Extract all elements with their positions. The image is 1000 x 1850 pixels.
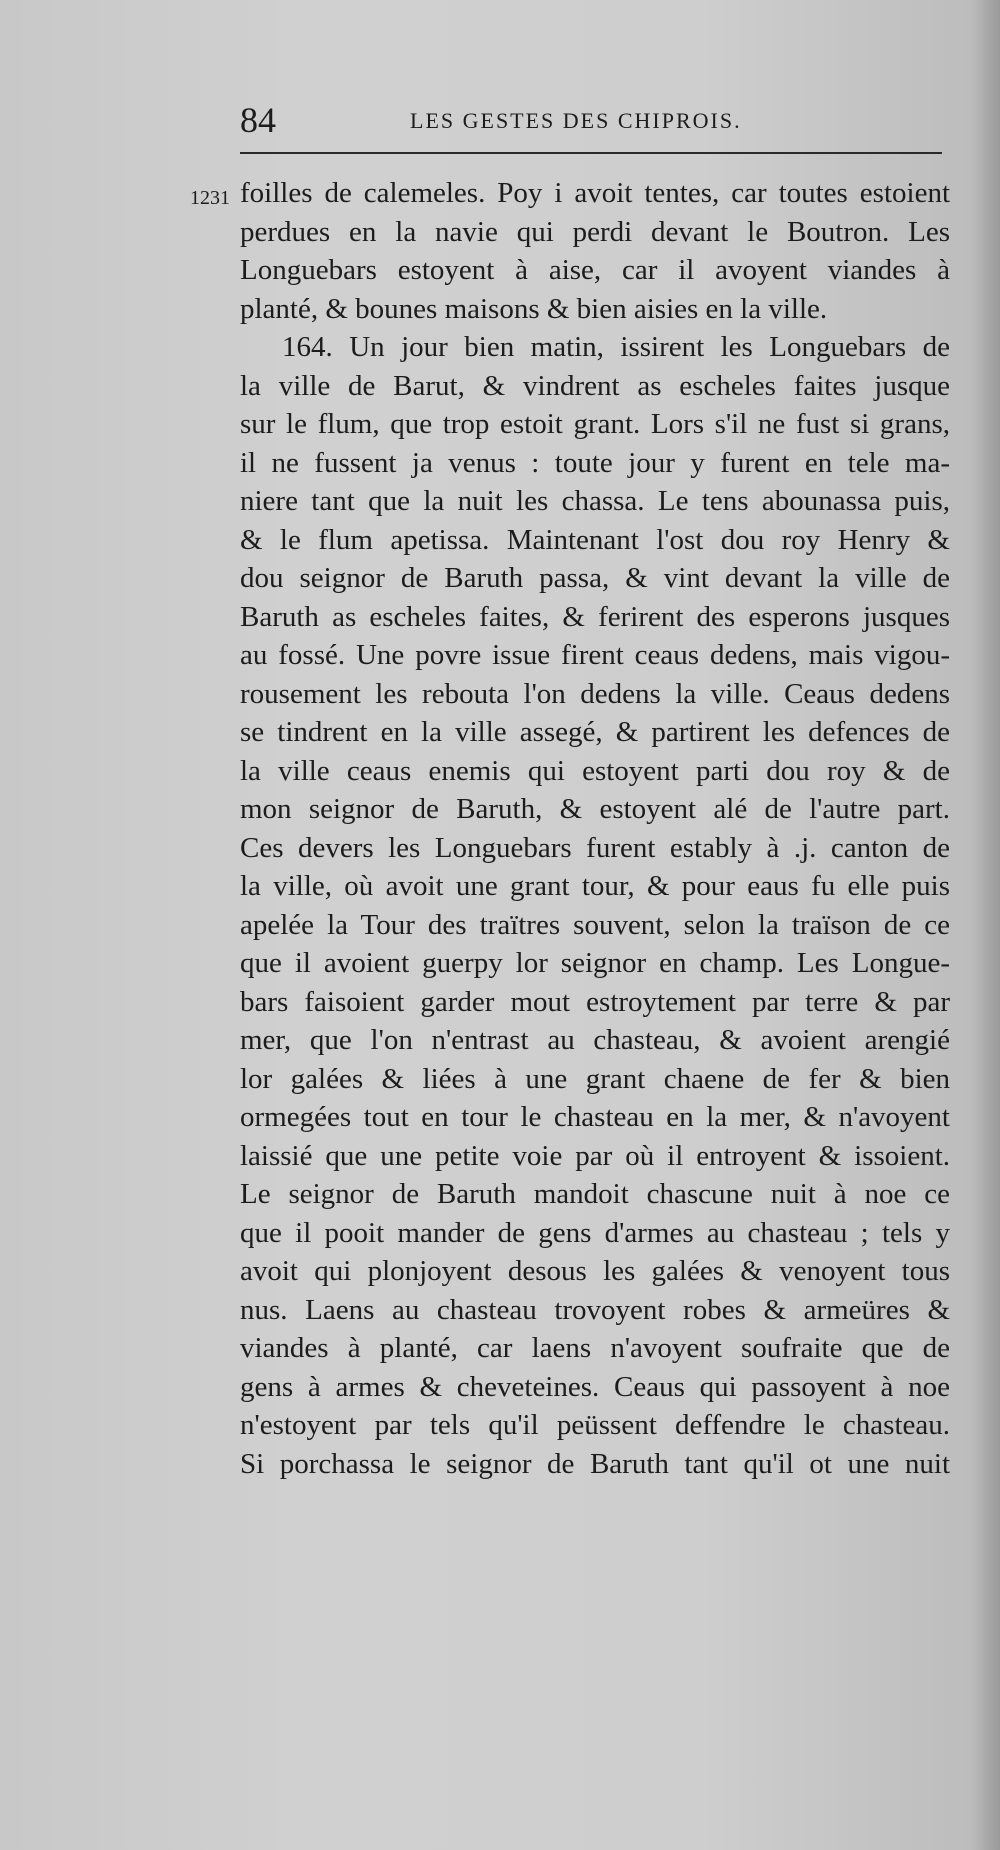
page-header [240, 100, 940, 140]
text-line: & le flum apetissa. Maintenant l'ost dou roy Henry & [240, 523, 950, 556]
text-line: la ville de Barut, & vindrent as escheles faites jusque [240, 369, 950, 402]
margin-year-note: 1231 [190, 187, 230, 209]
text-line: gens à armes & cheveteines. Ceaus qui passoyent à noe [240, 1370, 950, 1403]
text-line: la ville ceaus enemis qui estoyent parti dou roy & de [240, 754, 950, 787]
text-line: foilles de calemeles. Poy i avoit tentes, car toutes estoient [240, 177, 950, 209]
text-line: nus. Laens au chasteau trovoyent robes & armeüres & [240, 1293, 950, 1326]
text-line: mer, que l'on n'entrast au chasteau, & avoient arengié [240, 1024, 950, 1056]
text-line: Ces devers les Longuebars furent estably à .j. canton de [240, 831, 950, 864]
text-line: avoit qui plonjoyent desous les galées & venoyent tous [240, 1255, 950, 1287]
text-line: Baruth as escheles faites, & ferirent des esperons jusques [240, 600, 950, 633]
text-line: que il avoient guerpy lor seignor en champ. Les Longue- [240, 947, 950, 979]
text-line: la ville, où avoit une grant tour, & pour eaus fu elle puis [240, 870, 950, 902]
text-line: se tindrent en la ville assegé, & partirent les defences de [240, 716, 950, 748]
text-line: au fossé. Une povre issue firent ceaus dedens, mais vigou- [240, 639, 950, 671]
text-line: sur le flum, que trop estoit grant. Lors s'il ne fust si grans, [240, 408, 950, 440]
text-line: ormegées tout en tour le chasteau en la mer, & n'avoyent [240, 1101, 950, 1133]
text-line: lor galées & liées à une grant chaene de fer & bien [240, 1062, 950, 1095]
paragraph-start-line: 164. Un jour bien matin, issirent les Longuebars de [282, 331, 950, 363]
text-line: viandes à planté, car laens n'avoyent soufraite que de [240, 1332, 950, 1364]
body-text [240, 174, 950, 1483]
running-title: LES GESTES DES CHIPROIS. [410, 108, 742, 133]
text-line: perdues en la navie qui perdi devant le Boutron. Les [240, 215, 950, 248]
text-line: apelée la Tour des traïtres souvent, selon la traïson de ce [240, 908, 950, 941]
text-line: n'estoyent par tels qu'il peüssent deffendre le chasteau. [240, 1409, 950, 1441]
text-line: dou seignor de Baruth passa, & vint devant la ville de [240, 562, 950, 594]
text-line: niere tant que la nuit les chassa. Le tens abounassa puis, [240, 485, 950, 517]
text-line: planté, & bounes maisons & bien aisies en la ville. [240, 292, 828, 325]
header-rule [240, 152, 942, 154]
text-line: Le seignor de Baruth mandoit chascune nuit à noe ce [240, 1178, 950, 1210]
text-line: laissié que une petite voie par où il entroyent & issoient. [240, 1139, 950, 1172]
text-line: rousement les rebouta l'on dedens la ville. Ceaus dedens [240, 677, 950, 710]
text-line: mon seignor de Baruth, & estoyent alé de l'autre part. [240, 793, 950, 825]
text-line: bars faisoient garder mout estroytement par terre & par [240, 985, 950, 1018]
page-number: 84 [240, 100, 276, 140]
text-line: Longuebars estoyent à aise, car il avoyent viandes à [240, 254, 950, 286]
text-line: il ne fussent ja venus : toute jour y furent en tele ma- [240, 446, 950, 479]
text-line: que il pooit mander de gens d'armes au chasteau ; tels y [240, 1216, 950, 1249]
text-line: Si porchassa le seignor de Baruth tant qu'il ot une nuit [240, 1447, 950, 1480]
